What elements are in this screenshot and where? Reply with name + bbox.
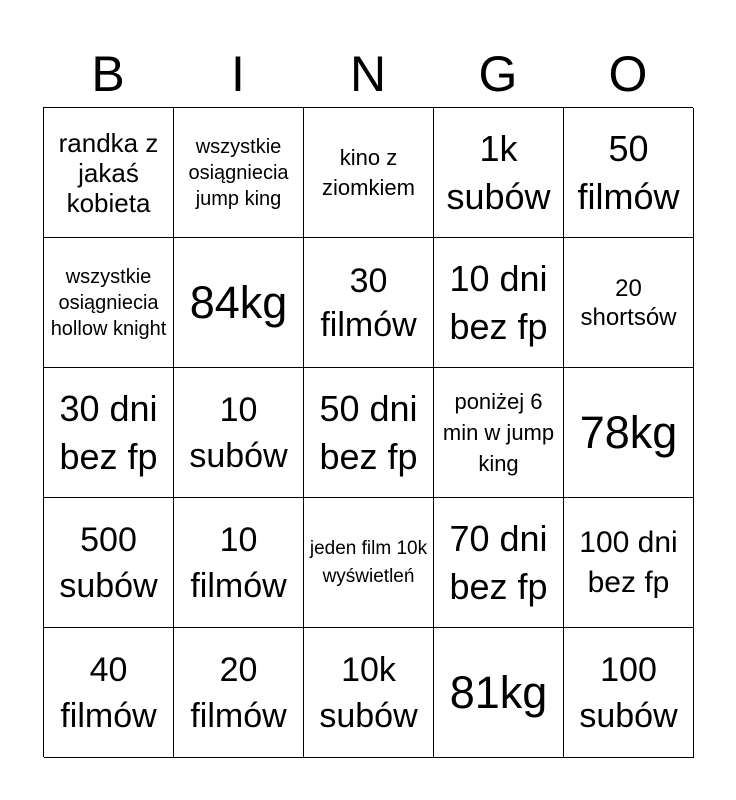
- bingo-cell-r2-c5[interactable]: [564, 238, 694, 368]
- bingo-cell-r2-c2[interactable]: [174, 238, 304, 368]
- cell-text: 20 filmów: [190, 650, 287, 735]
- bingo-cell-r5-c4[interactable]: [434, 628, 564, 758]
- bingo-cell-r1-c5[interactable]: [564, 108, 694, 238]
- bingo-cell-r2-c1[interactable]: [44, 238, 174, 368]
- cell-text: 30 filmów: [320, 261, 417, 344]
- cell-text: 10k subów: [319, 650, 418, 735]
- header-letter-i: I: [231, 46, 245, 102]
- cell-text: poniżej 6 min w jump king: [442, 389, 555, 476]
- cell-text: 50 dni bez fp: [319, 387, 418, 477]
- bingo-header: [43, 42, 693, 106]
- header-letter-o: O: [608, 46, 648, 102]
- cell-text: 70 dni bez fp: [449, 517, 548, 607]
- cell-text: 100 dni bez fp: [579, 525, 678, 599]
- bingo-cell-r4-c4[interactable]: [434, 498, 564, 628]
- cell-text: 1k subów: [446, 127, 551, 217]
- cell-text: 78kg: [579, 406, 678, 458]
- header-letter-g: G: [478, 46, 518, 102]
- bingo-cell-r5-c3[interactable]: [304, 628, 434, 758]
- bingo-cell-r1-c2[interactable]: [174, 108, 304, 238]
- cell-text: 40 filmów: [60, 650, 157, 735]
- bingo-cell-r4-c3[interactable]: [304, 498, 434, 628]
- bingo-cell-r1-c4[interactable]: [434, 108, 564, 238]
- cell-text: 10 filmów: [190, 520, 287, 605]
- bingo-cell-r5-c2[interactable]: [174, 628, 304, 758]
- bingo-cell-r4-c5[interactable]: [564, 498, 694, 628]
- bingo-cell-r4-c1[interactable]: [44, 498, 174, 628]
- bingo-cell-r3-c2[interactable]: [174, 368, 304, 498]
- bingo-cell-r1-c1[interactable]: [44, 108, 174, 238]
- cell-text: wszystkie osiągniecia hollow knight: [50, 265, 167, 340]
- bingo-cell-r3-c1[interactable]: [44, 368, 174, 498]
- header-letter-b: B: [91, 46, 125, 102]
- cell-text: randka z jakaś kobieta: [58, 127, 159, 218]
- bingo-cell-r5-c1[interactable]: [44, 628, 174, 758]
- bingo-cell-r3-c5[interactable]: [564, 368, 694, 498]
- bingo-grid: [43, 107, 693, 757]
- bingo-cell-r2-c4[interactable]: [434, 238, 564, 368]
- bingo-cell-r1-c3[interactable]: [304, 108, 434, 238]
- cell-text: 500 subów: [59, 520, 158, 605]
- cell-text: jeden film 10k wyświetleń: [309, 537, 428, 587]
- cell-text: 50 filmów: [577, 127, 680, 217]
- cell-text: 84kg: [189, 276, 288, 328]
- cell-text: kino z ziomkiem: [322, 144, 415, 200]
- cell-text: 20 shortsów: [580, 274, 677, 331]
- bingo-cell-r2-c3[interactable]: [304, 238, 434, 368]
- bingo-cell-r5-c5[interactable]: [564, 628, 694, 758]
- cell-text: 10 subów: [189, 390, 288, 475]
- cell-text: 30 dni bez fp: [59, 387, 158, 477]
- cell-text: 100 subów: [579, 650, 678, 735]
- cell-text: 81kg: [449, 666, 548, 718]
- bingo-cell-r4-c2[interactable]: [174, 498, 304, 628]
- cell-text: 10 dni bez fp: [449, 257, 548, 347]
- header-letter-n: N: [349, 46, 387, 102]
- cell-text: wszystkie osiągniecia jump king: [188, 135, 289, 210]
- bingo-cell-r3-c3[interactable]: [304, 368, 434, 498]
- bingo-cell-r3-c4[interactable]: [434, 368, 564, 498]
